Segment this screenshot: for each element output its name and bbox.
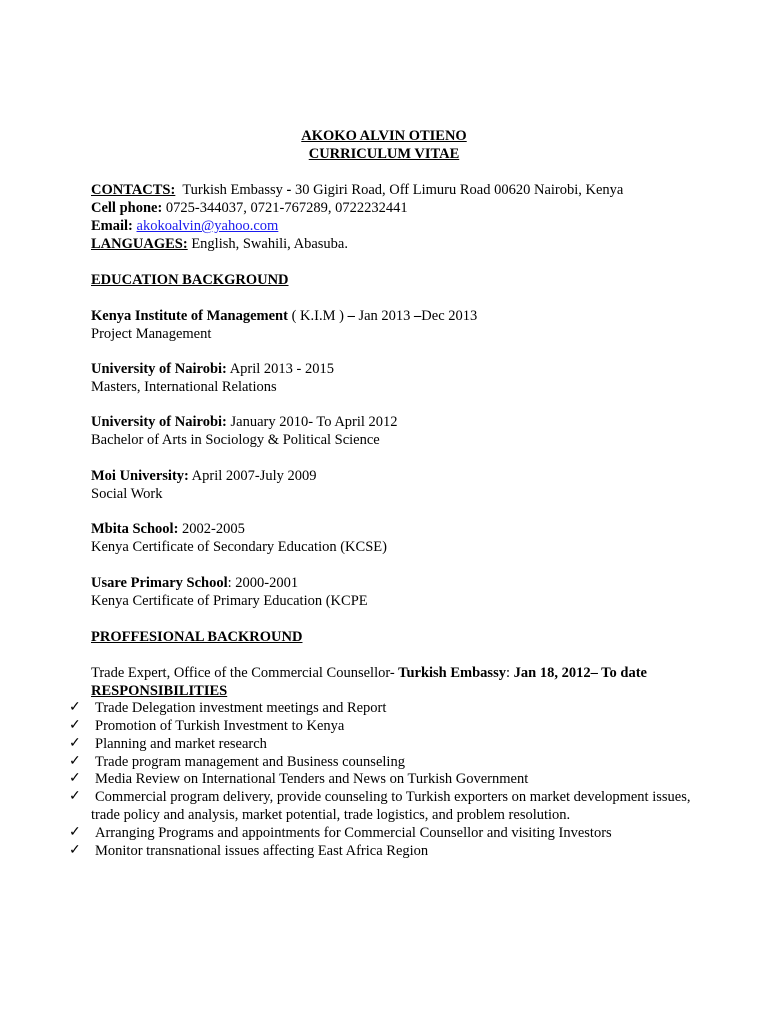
role-colon: :: [505, 665, 514, 681]
education-institution: Usare Primary School: [91, 575, 228, 591]
list-item: Monitor transnational issues affecting East Africa Region: [95, 843, 429, 859]
education-entry-4-header: [91, 520, 245, 538]
list-item: Commercial program delivery, provide counseling to Turkish exporters on market development issues, trade policy and analysis, market potential, trade logistics, and problem resolution.: [91, 789, 691, 823]
education-heading: [91, 271, 289, 289]
education-entry-0-header: [91, 307, 477, 325]
contacts-dash: -: [286, 182, 292, 198]
education-institution: Moi University:: [91, 468, 189, 484]
cell-line: [91, 199, 408, 217]
role-line: [91, 664, 647, 682]
education-institution: Mbita School:: [91, 521, 179, 537]
cell-value: 0725-344037, 0721-767289, 0722232441: [165, 200, 408, 216]
checkmark-icon: ✓: [69, 736, 81, 751]
education-course: Kenya Certificate of Primary Education (KCPE: [91, 593, 368, 609]
education-heading-text: EDUCATION BACKGROUND: [91, 272, 289, 288]
education-course: Kenya Certificate of Secondary Education (KCSE): [91, 539, 387, 555]
languages-value: English, Swahili, Abasuba.: [191, 236, 348, 252]
education-course: Social Work: [91, 486, 163, 502]
responsibilities-heading: [91, 682, 227, 700]
languages-label: LANGUAGES:: [91, 236, 188, 252]
checkmark-icon: ✓: [69, 700, 81, 715]
contacts-line: [91, 181, 623, 199]
checkmark-icon: ✓: [69, 843, 81, 858]
checkmark-icon: ✓: [69, 718, 81, 733]
education-dash2: –: [414, 308, 422, 324]
cv-name: AKOKO ALVIN OTIENO: [301, 128, 467, 144]
professional-heading-text: PROFFESIONAL BACKROUND: [91, 629, 303, 645]
responsibilities-heading-text: RESPONSIBILITIES: [91, 683, 228, 699]
list-item: Planning and market research: [95, 736, 267, 752]
education-dates2: Dec 2013: [421, 308, 478, 324]
education-entry-2-header: [91, 413, 398, 431]
checkmark-icon: ✓: [69, 771, 81, 786]
list-item: Trade program management and Business counseling: [95, 754, 405, 770]
education-entry-5-header: [91, 574, 298, 592]
email-link[interactable]: akokoalvin@yahoo.com: [136, 218, 279, 234]
education-dates: April 2013 - 2015: [226, 361, 335, 377]
contacts-value-pre: Turkish Embassy: [182, 182, 283, 198]
education-dates: April 2007-July 2009: [188, 468, 317, 484]
list-item: Trade Delegation investment meetings and Report: [95, 700, 387, 716]
list-item: Promotion of Turkish Investment to Kenya: [95, 718, 345, 734]
professional-heading: [91, 628, 302, 646]
education-institution: University of Nairobi:: [91, 414, 227, 430]
email-label: Email:: [91, 218, 133, 234]
education-course: Masters, International Relations: [91, 379, 277, 395]
employer: Turkish Embassy: [394, 665, 506, 681]
role-text: Trade Expert, Office of the Commercial Counsellor-: [91, 665, 395, 681]
education-dates: 2002-2005: [178, 521, 245, 537]
checkmark-icon: ✓: [69, 825, 81, 840]
education-course: Bachelor of Arts in Sociology & Political Science: [91, 432, 380, 448]
cell-label: Cell phone:: [91, 200, 163, 216]
education-course: Project Management: [91, 326, 212, 342]
education-dates: January 2010- To April 2012: [226, 414, 398, 430]
education-detail: ( K.I.M ): [287, 308, 348, 324]
email-line: [91, 217, 278, 235]
checkmark-icon: ✓: [69, 789, 81, 804]
list-item: Media Review on International Tenders and News on Turkish Government: [95, 771, 529, 787]
education-dates: Jan 2013: [354, 308, 415, 324]
contacts-label: CONTACTS:: [91, 182, 176, 198]
education-entry-1-header: [91, 360, 334, 378]
education-dash: –: [347, 308, 355, 324]
education-entry-3-header: [91, 467, 317, 485]
role-period: Jan 18, 2012– To date: [513, 665, 647, 681]
list-item: Arranging Programs and appointments for Commercial Counsellor and visiting Investors: [95, 825, 612, 841]
contacts-value-post: 30 Gigiri Road, Off Limuru Road 00620 Nairobi, Kenya: [295, 182, 624, 198]
languages-line: [91, 235, 348, 253]
education-institution: University of Nairobi:: [91, 361, 227, 377]
education-dates: : 2000-2001: [227, 575, 299, 591]
education-institution: Kenya Institute of Management: [91, 308, 288, 324]
checkmark-icon: ✓: [69, 754, 81, 769]
cv-title: CURRICULUM VITAE: [308, 146, 460, 162]
